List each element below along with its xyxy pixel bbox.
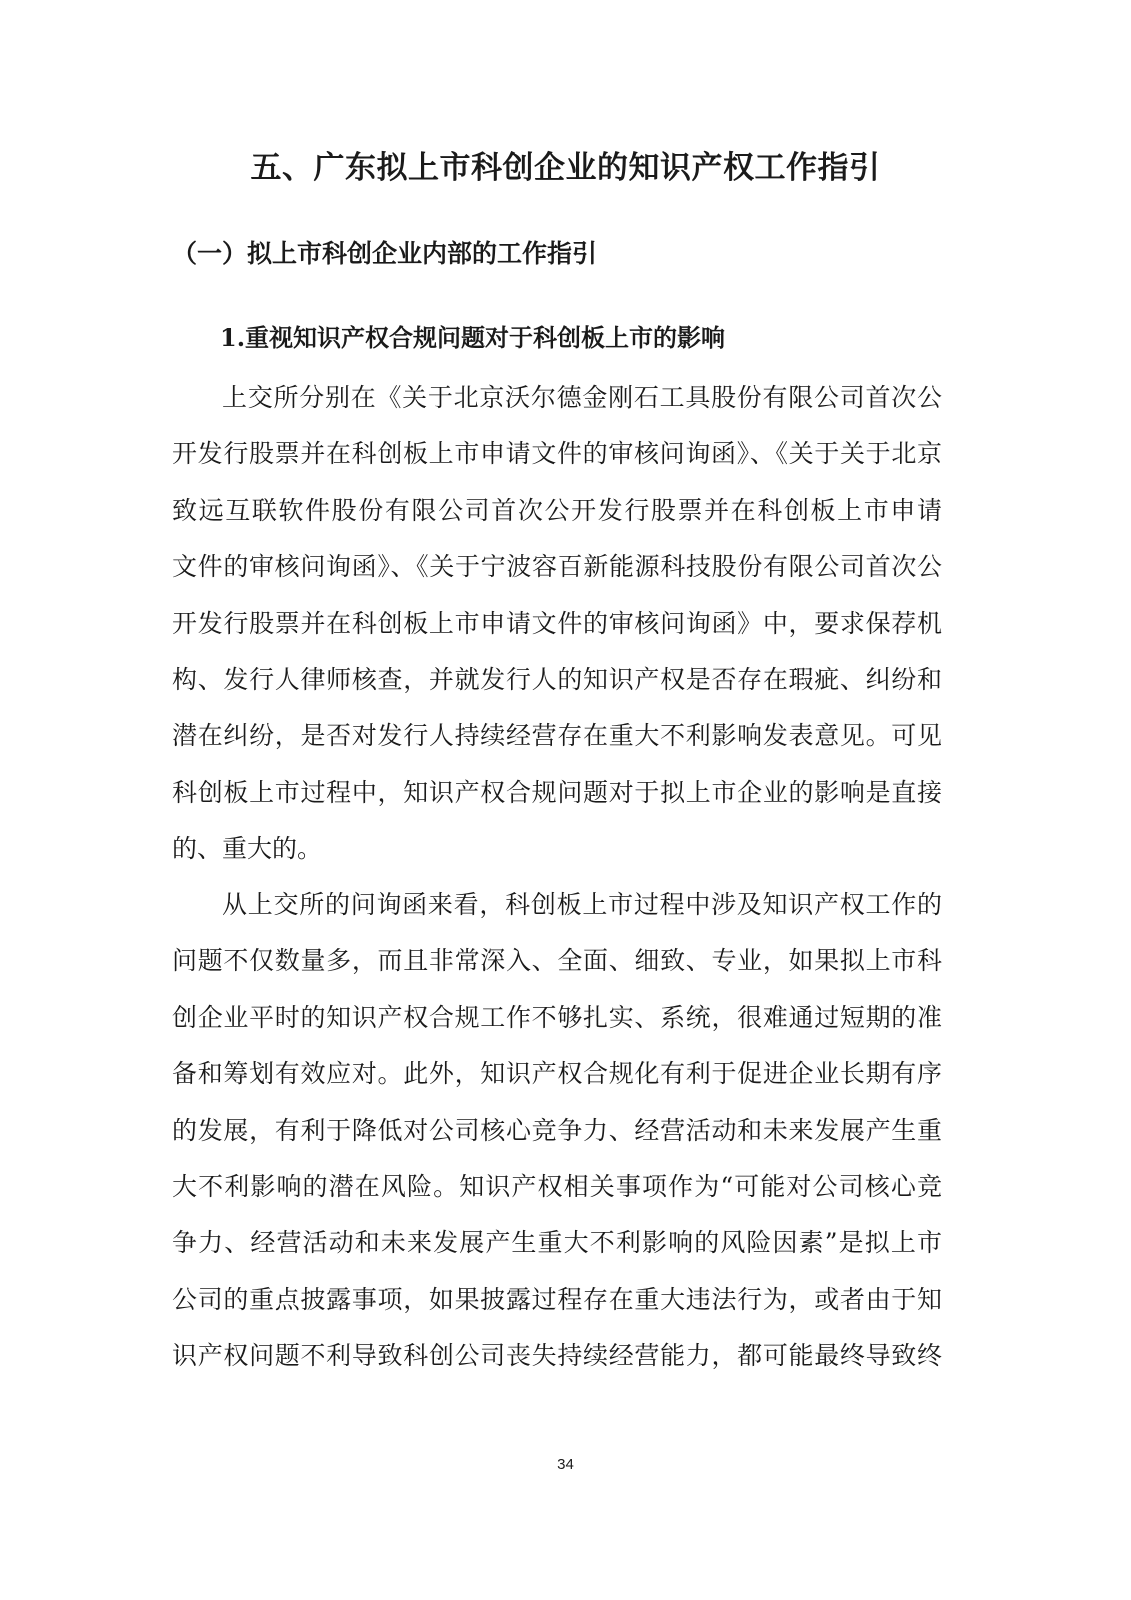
paragraph-line: 的发展，有利于降低对公司核心竞争力、经营活动和未来发展产生重 bbox=[172, 1115, 942, 1145]
paragraph-line: 开发行股票并在科创板上市申请文件的审核问询函》、《关于关于北京 bbox=[172, 439, 942, 469]
paragraph-line: 大不利影响的潜在风险。知识产权相关事项作为“可能对公司核心竞 bbox=[172, 1171, 942, 1201]
paragraph-line: 备和筹划有效应对。此外，知识产权合规化有利于促进企业长期有序 bbox=[172, 1059, 942, 1089]
paragraph-line: 上交所分别在《关于北京沃尔德金刚石工具股份有限公司首次公 bbox=[222, 383, 942, 412]
paragraph-line: 文件的审核问询函》、《关于宁波容百新能源科技股份有限公司首次公 bbox=[172, 552, 942, 582]
paragraph-line: 创企业平时的知识产权合规工作不够扎实、系统，很难通过短期的准 bbox=[172, 1002, 942, 1032]
paragraph-line: 从上交所的问询函来看，科创板上市过程中涉及知识产权工作的 bbox=[222, 890, 942, 919]
paragraph-line: 公司的重点披露事项，如果披露过程存在重大违法行为，或者由于知 bbox=[172, 1284, 942, 1314]
paragraph-line: 潜在纠纷，是否对发行人持续经营存在重大不利影响发表意见。可见 bbox=[172, 721, 942, 751]
paragraph-line: 识产权问题不利导致科创公司丧失持续经营能力，都可能最终导致终 bbox=[172, 1341, 942, 1371]
chapter-title: 五、广东拟上市科创企业的知识产权工作指引 bbox=[250, 150, 881, 186]
paragraph-line: 争力、经营活动和未来发展产生重大不利影响的风险因素”是拟上市 bbox=[172, 1228, 942, 1258]
paragraph-line: 构、发行人律师核查，并就发行人的知识产权是否存在瑕疵、纠纷和 bbox=[172, 664, 942, 694]
section-title: （一）拟上市科创企业内部的工作指引 bbox=[172, 239, 598, 268]
paragraph-2 bbox=[172, 877, 942, 1385]
paragraph-line: 问题不仅数量多，而且非常深入、全面、细致、专业，如果拟上市科 bbox=[172, 946, 942, 976]
paragraph-line: 的、重大的。 bbox=[172, 834, 323, 864]
paragraph-line: 致远互联软件股份有限公司首次公开发行股票并在科创板上市申请 bbox=[172, 495, 942, 525]
page-number: 34 bbox=[557, 1456, 574, 1473]
paragraph-line: 开发行股票并在科创板上市申请文件的审核问询函》中，要求保荐机 bbox=[172, 608, 942, 638]
paragraph-line: 科创板上市过程中，知识产权合规问题对于拟上市企业的影响是直接 bbox=[172, 777, 942, 807]
subsection-title: 1.重视知识产权合规问题对于科创板上市的影响 bbox=[220, 323, 726, 352]
paragraph-1 bbox=[172, 370, 942, 878]
